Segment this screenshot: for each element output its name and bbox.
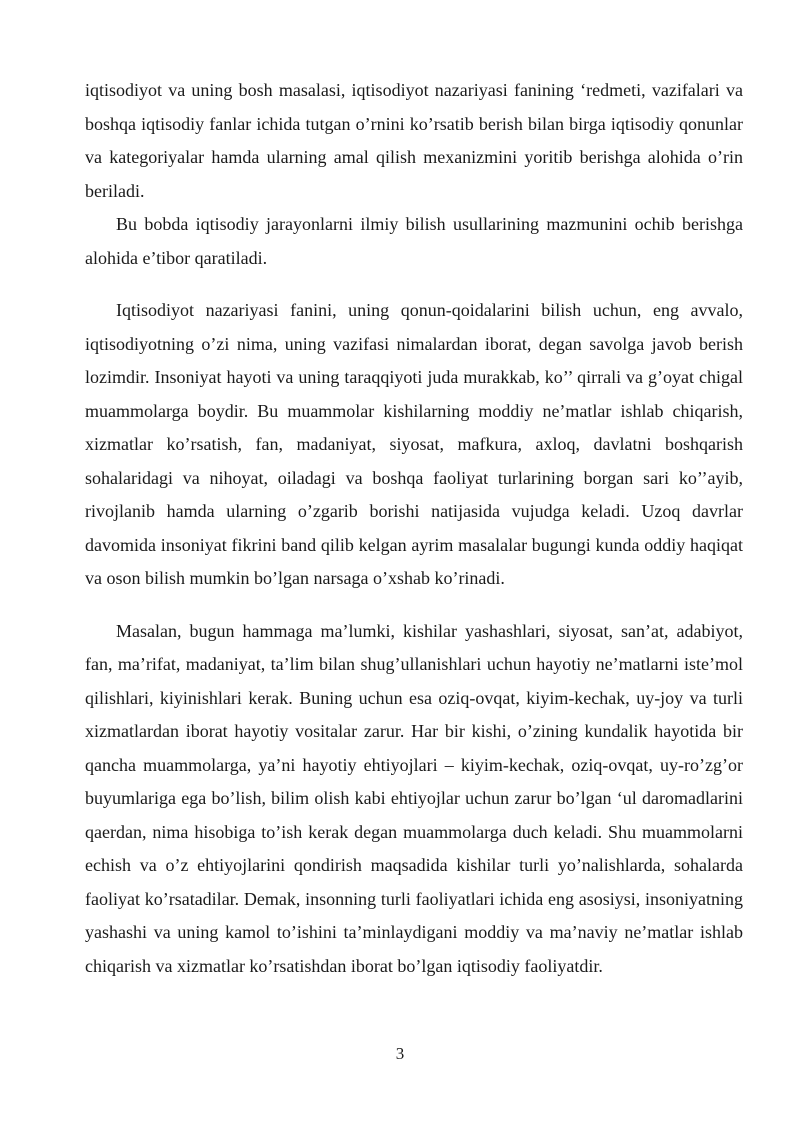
- paragraph-methods: Bu bobda iqtisodiy jarayonlarni ilmiy bilish usullarining mazmunini ochib berishga alohida e’tibor qaratiladi.: [85, 214, 743, 268]
- paragraph-continuation: iqtisodiyot va uning bosh masalasi, iqtisodiyot nazariyasi fanining ‘redmeti, vazifalari va boshqa iqtisodiy fanlar ichida tutgan o’rnini ko’rsatib berish bilan birga iqtisodiy qonunlar va kategoriyalar hamda ularning amal qilish mexanizmini yoritib berishga alohida o’rin beriladi.: [85, 80, 743, 201]
- paragraph-gap: [85, 275, 743, 294]
- page-number: 3: [395, 1044, 405, 1063]
- paragraph-example: Masalan, bugun hammaga ma’lumki, kishilar yashashlari, siyosat, san’at, adabiyot, fan, ma’rifat, madaniyat, ta’lim bilan shug’ullanishlari uchun hayotiy ne’matlarni iste’mol qilishlari, kiyinishlari kerak. Buning uchun esa oziq-ovqat, kiyim-kechak, uy-joy va turli xizmatlardan iborat hayotiy vositalar zarur. Har bir kishi, o’zining kundalik hayotida bir qancha muammolarga, ya’ni hayotiy ehtiyojlari – kiyim-kechak, oziq-ovqat, uy-ro’zg’or buyumlariga ega bo’lish, bilim olish kabi ehtiyojlar uchun zarur bo’lgan ‘ul daromadlarini qaerdan, nima hisobiga to’ish kerak degan muammolarga duch keladi. Shu muammolarni echish va o’z ehtiyojlarini qondirish maqsadida kishilar turli yo’nalishlarda, sohalarda faoliyat ko’rsatadilar. Demak, insonning turli faoliyatlari ichida eng asosiysi, insoniyatning yashashi va uning kamol to’ishini ta’minlaydigani moddiy va ma’naviy ne’matlar ishlab chiqarish va xizmatlar ko’rsatishdan iborat bo’lgan iqtisodiy faoliyatdir.: [85, 620, 743, 976]
- body-text: [85, 74, 743, 983]
- paragraph-economics-definition: Iqtisodiyot nazariyasi fanini, uning qonun-qoidalarini bilish uchun, eng avvalo, iqtisodiyotning o’zi nima, uning vazifasi nimalardan iborat, degan savolga javob berish lozimdir. Insoniyat hayoti va uning taraqqiyoti juda murakkab, ko’’ qirrali va g’oyat chigal muammolarga boydir. Bu muammolar kishilarning moddiy ne’matlar ishlab chiqarish, xizmatlar ko’rsatish, fan, madaniyat, siyosat, mafkura, axloq, davlatni boshqarish sohalaridagi va nihoyat, oiladagi va boshqa faoliyat turlarining borgan sari ko’’ayib, rivojlanib hamda ularning o’zgarib borishi natijasida vujudga keladi. Uzoq davrlar davomida insoniyat fikrini band qilib kelgan ayrim masalalar bugungi kunda oddiy haqiqat va oson bilish mumkin bo’lgan narsaga o’xshab ko’rinadi.: [85, 300, 743, 588]
- paragraph-gap: [85, 596, 743, 615]
